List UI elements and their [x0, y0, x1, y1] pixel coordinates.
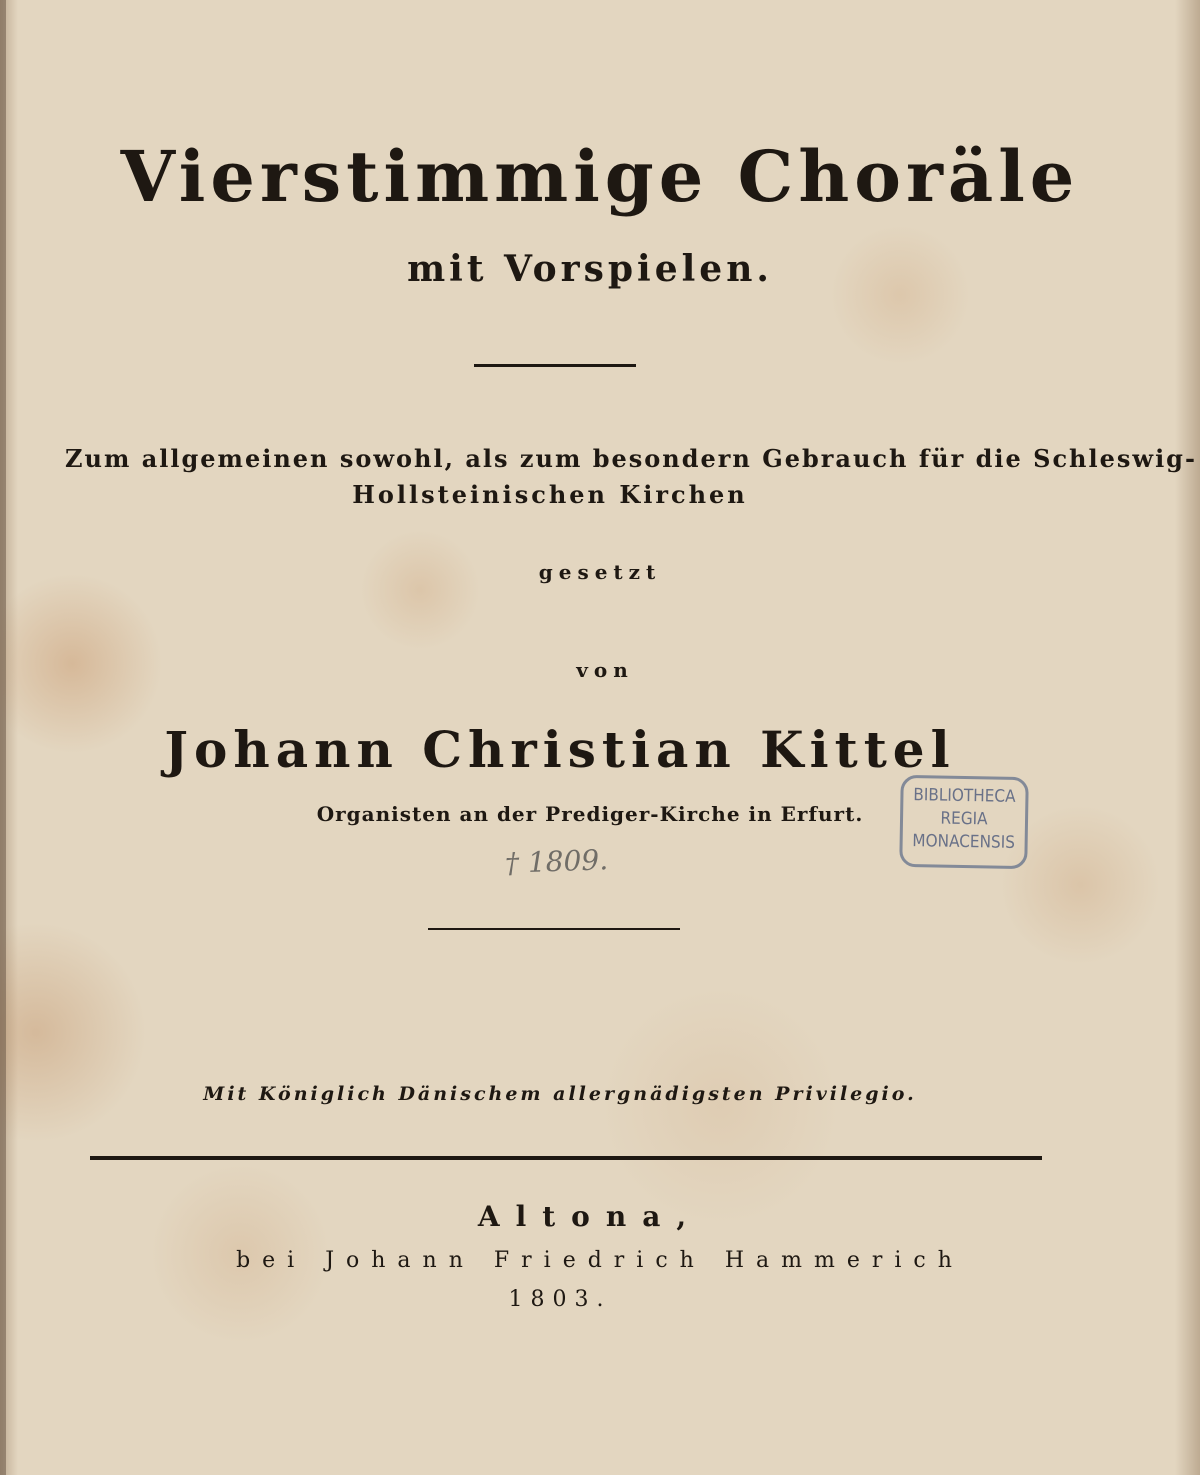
stamp-line-3: MONACENSIS [912, 831, 1016, 853]
set-label: gesetzt [538, 560, 662, 584]
author-name: Johann Christian Kittel [164, 720, 956, 779]
dedication-line-2: Hollsteinischen Kirchen [352, 480, 748, 509]
by-label: von [576, 658, 634, 682]
imprint-year: 1803. [508, 1287, 612, 1312]
stamp-line-2: REGIA [940, 808, 988, 830]
imprint-publisher: bei Johann Friedrich Hammerich [236, 1248, 964, 1273]
library-stamp [899, 775, 1029, 869]
author-occupation: Organisten an der Prediger-Kirche in Erfurt. [316, 802, 864, 826]
stamp-line-1: BIBLIOTHECA [913, 785, 1016, 807]
divider-rule [428, 928, 680, 930]
book-title: Vierstimmige Choräle [120, 135, 1080, 218]
imprint-rule [90, 1156, 1042, 1160]
dedication-line-1-text: Zum allgemeinen sowohl, als zum besondern Gebrauch für die Schleswig- [65, 444, 1197, 473]
imprint-place: Altona, [477, 1200, 703, 1233]
privilege-note: Mit Königlich Dänischem allergnädigsten Privilegio. [203, 1083, 917, 1105]
book-subtitle: mit Vorspielen. [407, 248, 773, 290]
handwritten-note: † 1809. [504, 843, 609, 880]
divider-rule [474, 364, 636, 367]
